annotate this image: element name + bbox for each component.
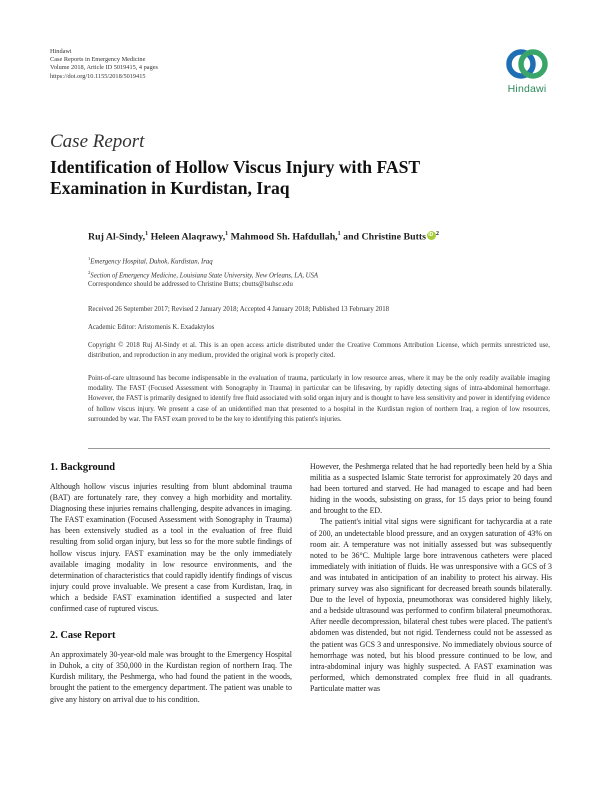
affiliation-marker: 1 [225, 231, 229, 237]
correspondence: Correspondence should be addressed to Christine Butts; cbutts@lsuhsc.edu [88, 281, 293, 288]
article-dates: Received 26 September 2017; Revised 2 January 2018; Accepted 4 January 2018; Published 13 February 2018 [88, 306, 390, 313]
publisher-name: Hindawi [50, 48, 72, 55]
copyright-notice: Copyright © 2018 Ruj Al-Sindy et al. This is an open access article distributed under the Creative Commons Attribution License, which permits unrestricted use, distribution, and reproduction in any medium, provided the original work is properly cited. [88, 342, 550, 360]
article-title [50, 157, 530, 199]
affiliation-marker: 1 [145, 231, 149, 237]
section-heading-case-report: 2. Case Report [50, 630, 116, 642]
affiliation-item: $^1$Emergency Hospital, Duhok, Kurdistan, Iraq [88, 256, 213, 266]
affiliations [88, 254, 318, 282]
author-name[interactable]: Heleen Alaqrawy, [150, 231, 226, 243]
logo-wordmark: Hindawi [507, 83, 547, 95]
volume-info: Volume 2018, Article ID 5019415, 4 pages [50, 64, 158, 72]
left-column [50, 461, 292, 705]
academic-editor: Academic Editor: Aristomenis K. Exadaktylos [88, 324, 215, 331]
article-type: Case Report [50, 131, 145, 152]
right-column [310, 461, 552, 694]
author-name[interactable]: Ruj Al-Sindy, [88, 231, 146, 243]
journal-meta [50, 48, 158, 81]
abstract: Point-of-care ultrasound has become indispensable in the evaluation of trauma, particularly in low resource areas, where it may be the only readily available imaging modality. The FAST (Focused Assessment with Sonography in Trauma) in particular can be lifesaving, by rapidly detecting signs of intra-abdominal hemorrhage. However, the FAST is primarily designed to identify free fluid associated with solid organ injury and is thought to have less sensitivity and power in identifying evidence of hollow viscus injury. We present a case of an unidentified man that presented to a hospital in the Kurdistan region of northern Iraq, a region of low resources, surrounded by war. The FAST exam proved to be the key to identifying this patient's injuries. [88, 375, 550, 423]
doi-link[interactable]: https://doi.org/10.1155/2018/5019415 [50, 72, 146, 80]
body-paragraph: However, the Peshmerga related that he had reportedly been held by a Shia militia as a suspected Islamic State terrorist for approximately 20 days and had been tortured and starved. He had managed to escape and had been hiding in the woods, subsisting on grass, for 15 days prior to being found and brought to the ED. [310, 462, 552, 516]
author-name[interactable]: Mahmood Sh. Hafdullah, [230, 231, 338, 243]
body-paragraph: The patient's initial vital signs were significant for tachycardia at a rate of 200, an undetectable blood pressure, and an oxygen saturation of 43% on room air. A temperature was not initially assessed but was subsequently noted to be 36°C. Multiple large bore intravenous catheters were placed immediately with initiation of fluids. He was unresponsive with a GCS of 3 and was intubated in anticipation of an inability to protect his airway. His primary survey was also significant for decreased breath sounds bilaterally. Due to the level of hypoxia, pneumothorax was considered highly likely, and a bedside ultrasound was performed to confirm bilateral pneumothorax. After needle decompression, bilateral chest tubes were placed. The patient's abdomen was distended, but not rigid. Tenderness could not be assessed as the patient was GCS 3 and unresponsive. No immediately obvious source of hemorrhage was noted, but his blood pressure continued to be low, and intra-abdominal injury was highly suspected. A FAST examination was performed, which demonstrated complex free fluid in all quadrants. Particulate matter was [310, 517, 552, 693]
affiliation-item: $^2$Section of Emergency Medicine, Louisiana State University, New Orleans, LA, USA [88, 269, 319, 280]
orcid-icon[interactable] [427, 231, 436, 240]
affiliation-marker: 2 [435, 231, 439, 237]
author-name[interactable]: and Christine Butts [343, 231, 426, 243]
title-line-2: Examination in Kurdistan, Iraq [50, 178, 290, 198]
section-heading-background: 1. Background [50, 462, 116, 473]
section-divider [88, 448, 550, 449]
body-paragraph: An approximately 30-year-old male was brought to the Emergency Hospital in Duhok, a city of 350,000 in the Kurdistan region of northern Iraq. The Kurdish military, the Peshmerga, who had found the patient in the woods, brought the patient to the emergency department. The patient was unable to give any history on arrival due to his condition. [50, 650, 292, 704]
journal-name: Case Reports in Emergency Medicine [50, 56, 146, 64]
publisher-logo[interactable] [497, 44, 557, 95]
hindawi-logo-icon [504, 44, 550, 84]
body-paragraph: Although hollow viscus injuries resulting from blunt abdominal trauma (BAT) are fortunately rare, they convey a high morbidity and mortality. Diagnosing these injuries remains challenging, despite advances in imaging. The FAST examination (Focused Assessment with Sonography in Trauma) has been extensively studied as a tool in the evaluation of free fluid resulting from solid organ injury, but less so for the more subtle findings of hollow viscus injury. FAST examination may be the only immediately available imaging modality in low resource environments, and the determination of characteristics that could rapidly identify findings of viscus injury could prove invaluable. We present a case from Kurdistan, Iraq, in which a bedside FAST examination identified a suspected and later confirmed case of ruptured viscus. [50, 482, 292, 614]
author-list [88, 231, 439, 242]
affiliation-marker: 1 [337, 231, 341, 237]
title-line-1: Identification of Hollow Viscus Injury with FAST [50, 157, 421, 177]
